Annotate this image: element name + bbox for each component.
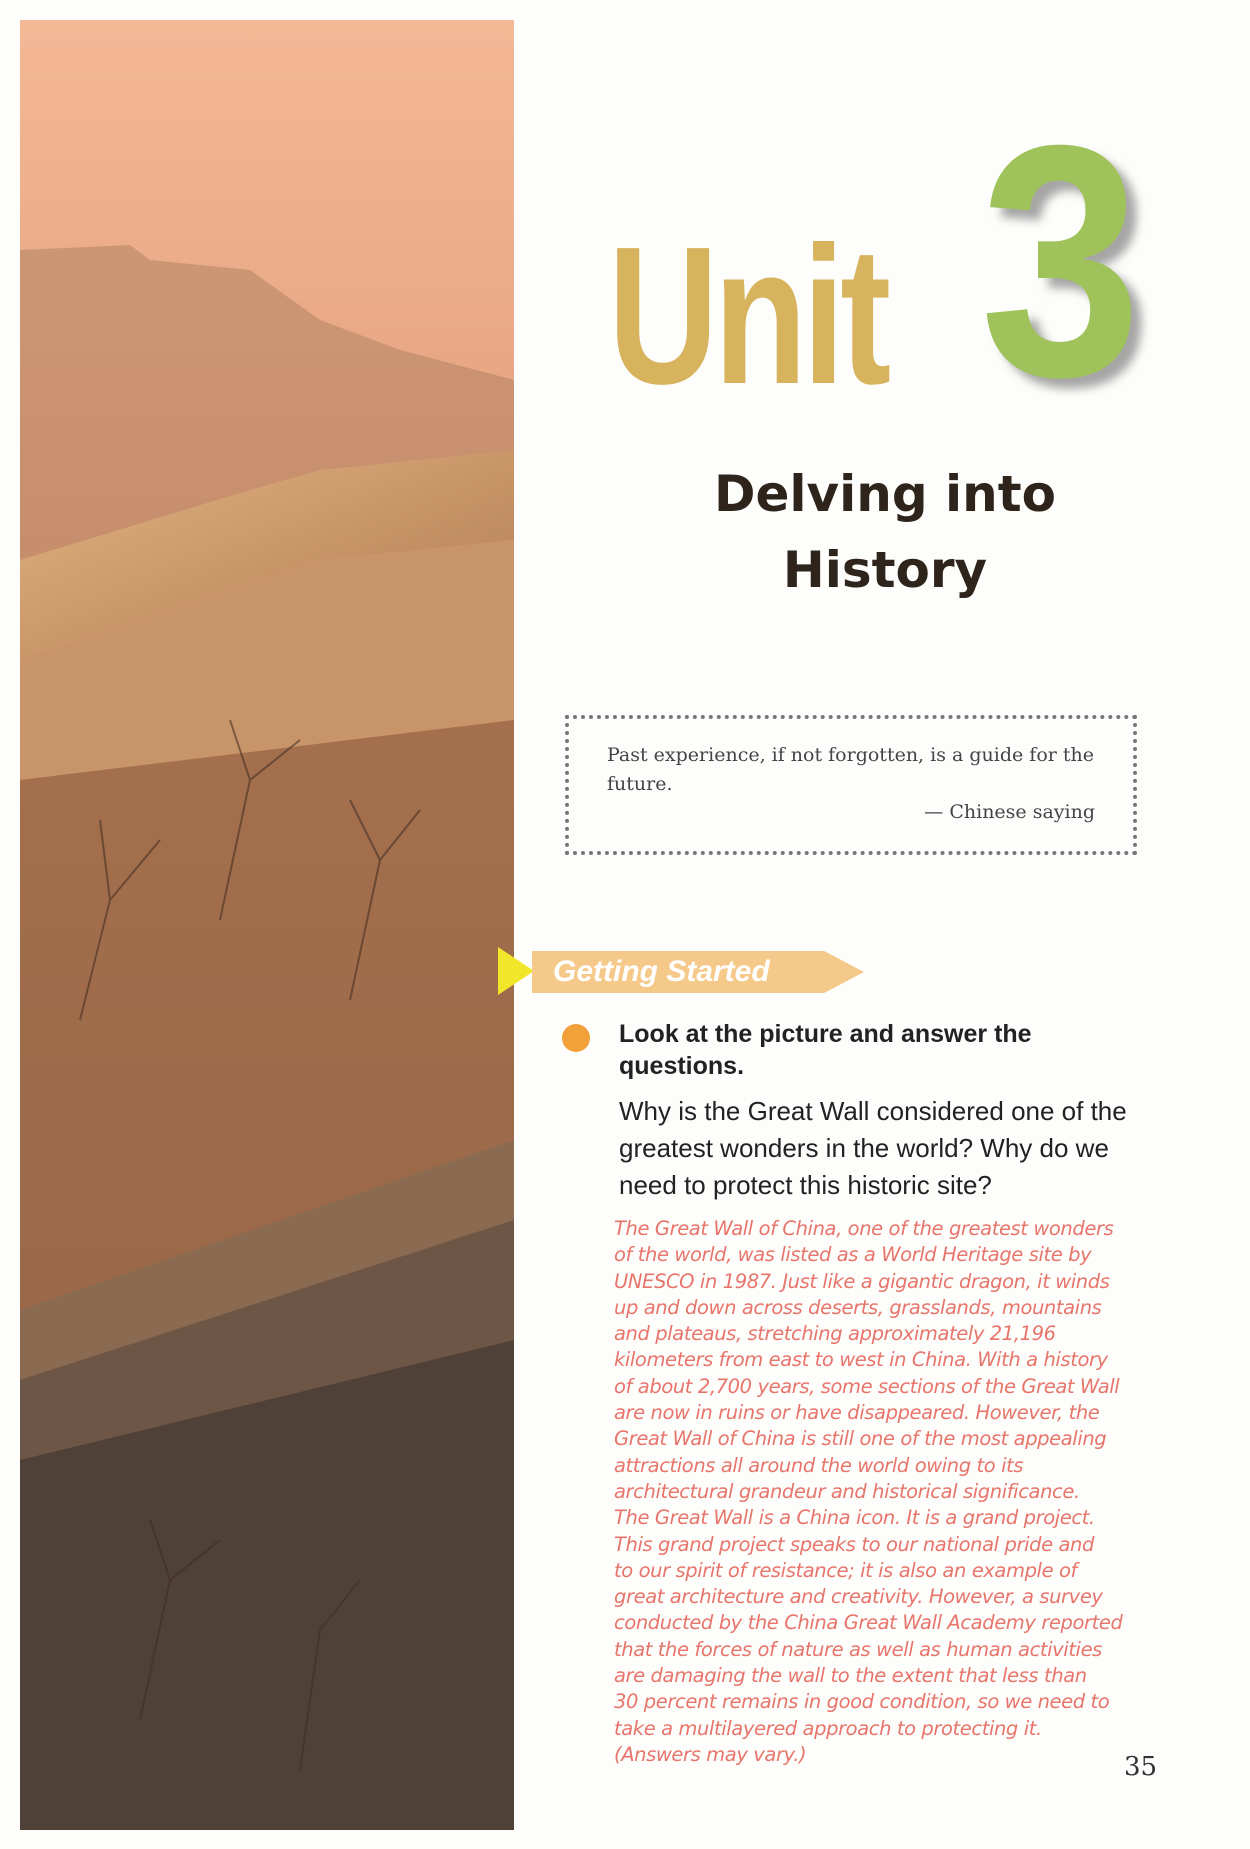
answer-line: architectural grandeur and historical significance. — [614, 1479, 1080, 1503]
answer-line: attractions all around the world owing to its — [614, 1453, 1024, 1477]
answer-line: UNESCO in 1987. Just like a gigantic dragon, it winds — [614, 1269, 1110, 1293]
answer-line: kilometers from east to west in China. With a history — [614, 1348, 1108, 1372]
answer-line: Great Wall of China is still one of the most appealing — [614, 1427, 1107, 1451]
unit-number: 3 — [980, 76, 1142, 445]
answer-line: 30 percent remains in good condition, so we need to — [614, 1690, 1110, 1714]
task-questions: Why is the Great Wall considered one of the greatest wonders in the world? Why do we need to protect this historic site? — [619, 1096, 1127, 1200]
answer-line: great architecture and creativity. However, a survey — [614, 1585, 1103, 1609]
section-label: Getting Started — [553, 955, 770, 988]
answer-line: This grand project speaks to our national pride and — [614, 1532, 1094, 1556]
quote-text: Past experience, if not forgotten, is a guide for the future. — [607, 744, 1095, 795]
answer-line: to our spirit of resistance; it is also an example of — [614, 1558, 1077, 1582]
quote-source: — Chinese saying — [924, 801, 1095, 823]
unit-word: Unit — [608, 206, 887, 425]
page-number: 35 — [1124, 1752, 1158, 1782]
answer-line: are now in ruins or have disappeared. However, the — [614, 1401, 1100, 1425]
answer-line: take a multilayered approach to protecting it. — [614, 1716, 1042, 1740]
answer-line: of about 2,700 years, some sections of the Great Wall — [614, 1374, 1120, 1398]
great-wall-photo — [20, 20, 514, 1830]
answer-text — [614, 1216, 1169, 1768]
quote-box — [565, 715, 1137, 855]
answer-line: and plateaus, stretching approximately 21,196 — [614, 1322, 1056, 1346]
title-line: Delving into — [713, 465, 1057, 523]
bullet-dot-icon — [562, 1024, 590, 1052]
answer-line: conducted by the China Great Wall Academy reported — [614, 1611, 1123, 1635]
task-instruction: Look at the picture and answer the questions. — [619, 1020, 1032, 1080]
answer-line: of the world, was listed as a World Heritage site by — [614, 1243, 1092, 1267]
page-title — [640, 456, 1130, 608]
answer-line: up and down across deserts, grasslands, mountains — [614, 1295, 1102, 1319]
title-line: History — [782, 541, 988, 599]
answer-line: The Great Wall is a China icon. It is a grand project. — [614, 1506, 1095, 1530]
answer-line: that the forces of nature as well as human activities — [614, 1637, 1102, 1661]
answer-line: are damaging the wall to the extent that less than — [614, 1664, 1087, 1688]
answer-line: The Great Wall of China, one of the greatest wonders — [614, 1217, 1114, 1240]
answer-line: (Answers may vary.) — [614, 1742, 807, 1766]
triangle-arrow-icon — [498, 947, 534, 995]
